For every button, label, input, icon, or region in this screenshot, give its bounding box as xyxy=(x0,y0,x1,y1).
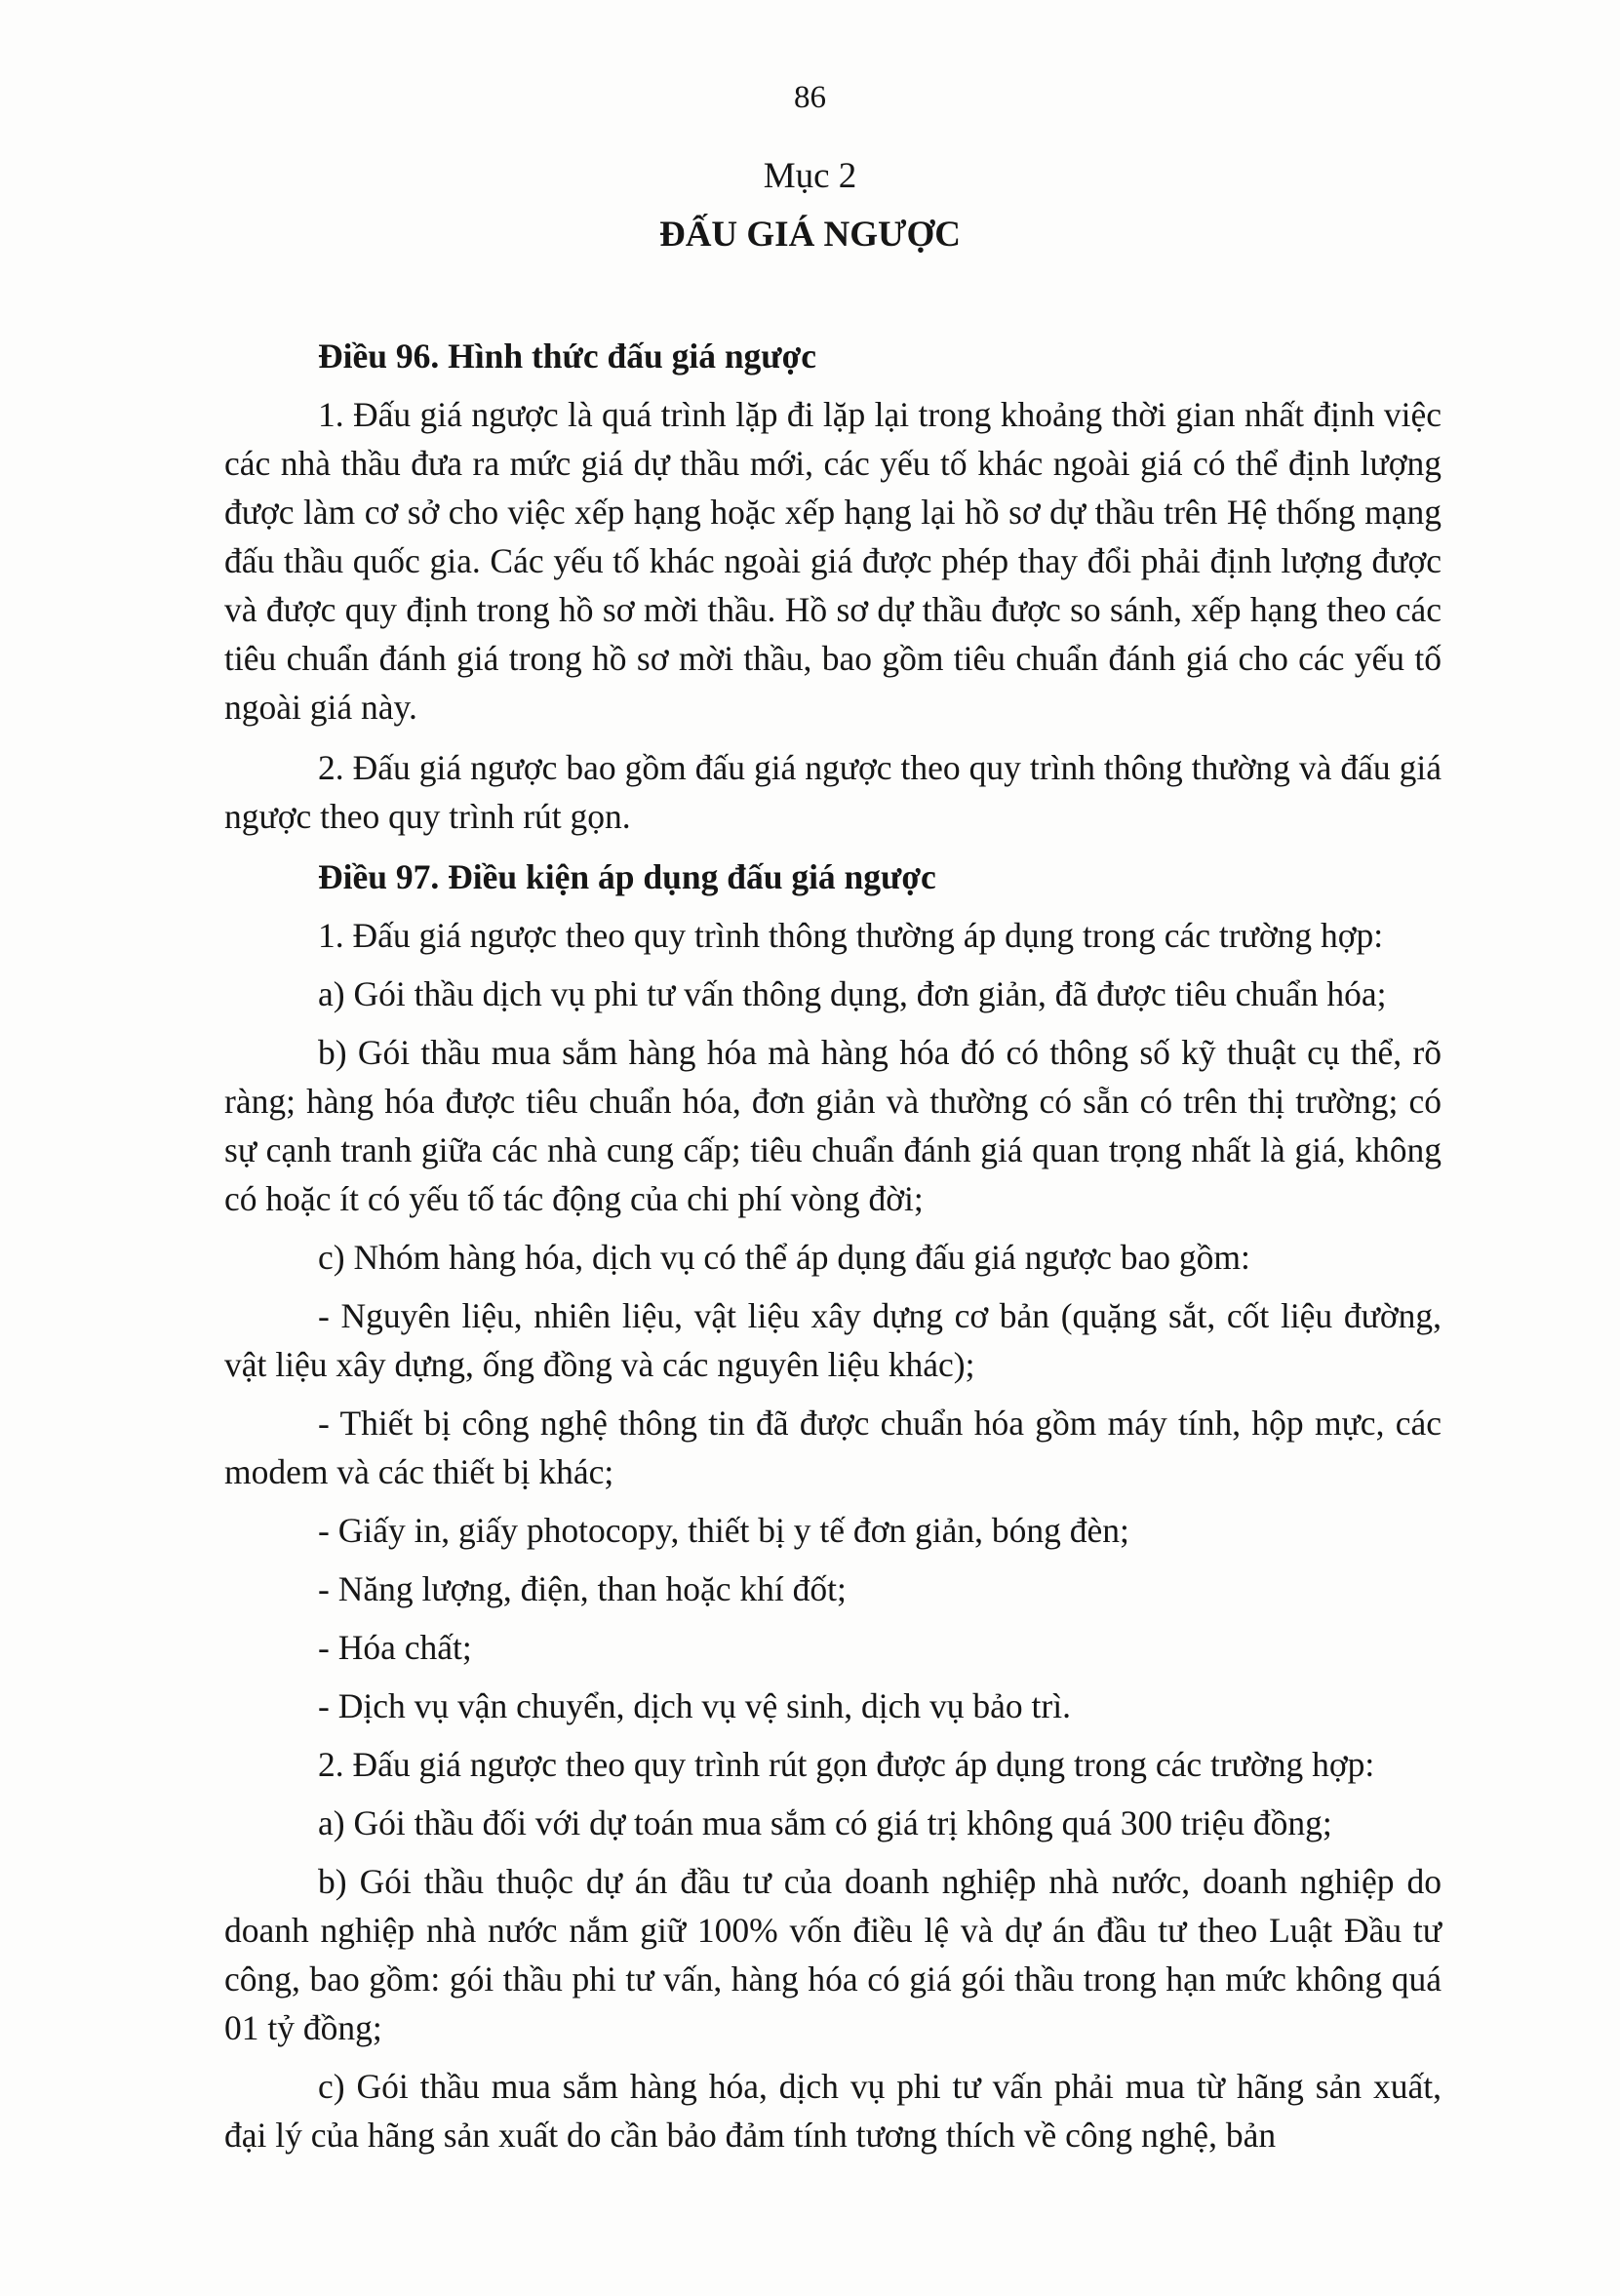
article-97-clause-2c: c) Gói thầu mua sắm hàng hóa, dịch vụ phi tư vấn phải mua từ hãng sản xuất, đại lý của hãng sản xuất do cần bảo đảm tính tương thích về công nghệ, bản xyxy=(224,2067,1442,2155)
article-97-clause-1c: c) Nhóm hàng hóa, dịch vụ có thể áp dụng đấu giá ngược bao gồm: xyxy=(318,1238,1250,1277)
article-97-clause-2b: b) Gói thầu thuộc dự án đầu tư của doanh nghiệp nhà nước, doanh nghiệp do doanh nghiệp nhà nước nắm giữ 100% vốn điều lệ và dự án đầu tư theo Luật Đầu tư công, bao gồm: gói thầu phi tư vấn, hàng hóa có giá gói thầu trong hạn mức không quá 01 tỷ đồng; xyxy=(224,1862,1442,2047)
list-item: - Thiết bị công nghệ thông tin đã được chuẩn hóa gồm máy tính, hộp mực, các modem và các thiết bị khác; xyxy=(224,1404,1442,1491)
section-title: ĐẤU GIÁ NGƯỢC xyxy=(658,215,961,255)
list-item: - Dịch vụ vận chuyển, dịch vụ vệ sinh, dịch vụ bảo trì. xyxy=(318,1686,1071,1725)
article-97-clause-1a: a) Gói thầu dịch vụ phi tư vấn thông dụng, đơn giản, đã được tiêu chuẩn hóa; xyxy=(318,974,1387,1013)
list-item: - Nguyên liệu, nhiên liệu, vật liệu xây dựng cơ bản (quặng sắt, cốt liệu đường, vật liệu xây dựng, ống đồng và các nguyên liệu khác); xyxy=(224,1296,1442,1384)
list-item: - Hóa chất; xyxy=(318,1628,472,1667)
article-96-paragraph-2: 2. Đấu giá ngược bao gồm đấu giá ngược theo quy trình thông thường và đấu giá ngược theo quy trình rút gọn. xyxy=(224,748,1442,836)
article-97-heading: Điều 97. Điều kiện áp dụng đấu giá ngược xyxy=(318,857,936,896)
article-97-clause-1: 1. Đấu giá ngược theo quy trình thông thường áp dụng trong các trường hợp: xyxy=(318,916,1384,955)
article-96-paragraph-1: 1. Đấu giá ngược là quá trình lặp đi lặp lại trong khoảng thời gian nhất định việc các nhà thầu đưa ra mức giá dự thầu mới, các yếu tố khác ngoài giá có thể định lượng được làm cơ sở cho việc xếp hạng hoặc xếp hạng lại hồ sơ dự thầu trên Hệ thống mạng đấu thầu quốc gia. Các yếu tố khác ngoài giá được phép thay đổi phải định lượng được và được quy định trong hồ sơ mời thầu. Hồ sơ dự thầu được so sánh, xếp hạng theo các tiêu chuẩn đánh giá trong hồ sơ mời thầu, bao gồm tiêu chuẩn đánh giá cho các yếu tố ngoài giá này. xyxy=(224,395,1442,727)
article-97-clause-1b: b) Gói thầu mua sắm hàng hóa mà hàng hóa đó có thông số kỹ thuật cụ thể, rõ ràng; hàng hóa được tiêu chuẩn hóa, đơn giản và thường có sẵn có trên thị trường; có sự cạnh tranh giữa các nhà cung cấp; tiêu chuẩn đánh giá quan trọng nhất là giá, không có hoặc ít có yếu tố tác động của chi phí vòng đời; xyxy=(224,1033,1442,1218)
list-item: - Năng lượng, điện, than hoặc khí đốt; xyxy=(318,1569,847,1608)
article-96-heading: Điều 96. Hình thức đấu giá ngược xyxy=(318,336,817,376)
page-number: 86 xyxy=(794,80,826,115)
section-label: Mục 2 xyxy=(763,156,857,196)
article-97-clause-2: 2. Đấu giá ngược theo quy trình rút gọn được áp dụng trong các trường hợp: xyxy=(318,1745,1375,1784)
article-97-clause-2a: a) Gói thầu đối với dự toán mua sắm có giá trị không quá 300 triệu đồng; xyxy=(318,1803,1332,1842)
list-item: - Giấy in, giấy photocopy, thiết bị y tế đơn giản, bóng đèn; xyxy=(318,1511,1129,1550)
document-body xyxy=(224,328,1442,2169)
